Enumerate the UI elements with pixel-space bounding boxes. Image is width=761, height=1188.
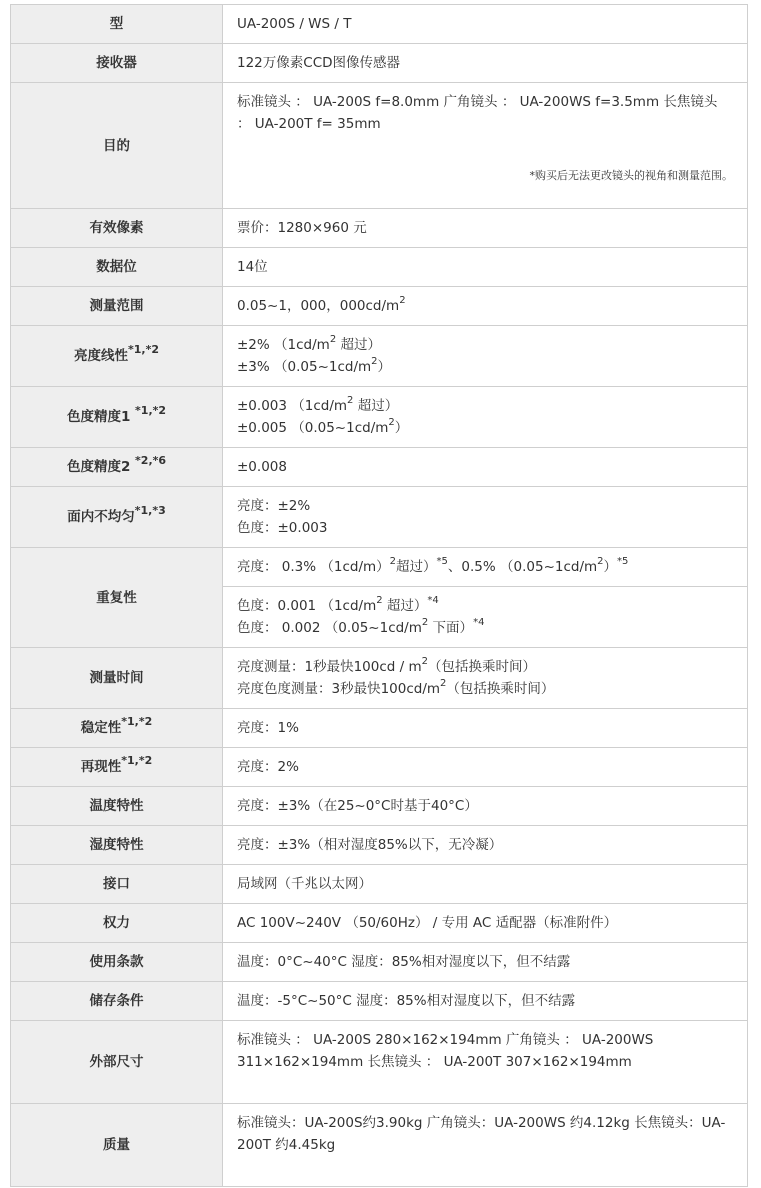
repeat-b2-sup2: *4 [473, 616, 485, 628]
linearity-line2-sup: 2 [371, 355, 378, 367]
label-bits: 数据位 [11, 248, 223, 287]
value-repeat-luminance [223, 548, 748, 587]
chroma2-label-text: 色度精度2 [66, 459, 136, 475]
repeat-a-1: 亮度： 0.3% （1cd/m） [237, 559, 390, 575]
value-reproducibility: 亮度：2% [223, 748, 748, 787]
label-mass: 质量 [11, 1104, 223, 1187]
linearity-line1-b: 超过） [336, 337, 381, 353]
value-mass: 标准镜头：UA-200S约3.90kg 广角镜头：UA-200WS 约4.12kg 长焦镜头：UA-200T 约4.45kg [223, 1104, 748, 1187]
value-conditions: 温度：0°C~40°C 湿度：85%相对湿度以下，但不结露 [223, 943, 748, 982]
spec-table [10, 4, 748, 1187]
row-model [11, 5, 748, 44]
row-dimensions [11, 1021, 748, 1104]
value-power: AC 100V~240V （50/60Hz） / 专用 AC 适配器（标准附件） [223, 904, 748, 943]
repeat-b2-sup1: 2 [421, 616, 429, 628]
label-model: 型 [11, 5, 223, 44]
range-text: 0.05~1，000，000cd/m [237, 298, 400, 314]
row-purpose [11, 83, 748, 209]
chroma1-label-sup: *1,*2 [135, 403, 167, 417]
chroma1-line1 [237, 395, 733, 417]
repeat-b1-1: 色度：0.001 （1cd/m [237, 598, 377, 614]
value-bits: 14位 [223, 248, 748, 287]
value-repeat-chroma [223, 587, 748, 648]
repeat-b-line2 [237, 617, 733, 639]
label-chroma1 [11, 387, 223, 448]
value-interface: 局域网（千兆以太网） [223, 865, 748, 904]
label-humidity: 湿度特性 [11, 826, 223, 865]
repeat-a-4: ） [603, 559, 618, 575]
row-interface [11, 865, 748, 904]
value-purpose [223, 83, 748, 209]
row-range [11, 287, 748, 326]
row-stability [11, 709, 748, 748]
repeat-a-3: 、0.5% （0.05~1cd/m [447, 559, 598, 575]
row-humidity [11, 826, 748, 865]
label-linearity [11, 326, 223, 387]
chroma1-label-text: 色度精度1 [66, 409, 136, 425]
repeat-a-sup2: *5 [436, 555, 448, 567]
chroma2-label-sup: *2,*6 [135, 453, 167, 467]
stability-label-text: 稳定性 [80, 720, 122, 736]
row-mass [11, 1104, 748, 1187]
repeat-a-sup1: 2 [389, 555, 397, 567]
value-temp: 亮度：±3%（在25~0°C时基于40°C） [223, 787, 748, 826]
row-linearity [11, 326, 748, 387]
linearity-line1 [237, 334, 733, 356]
label-conditions: 使用条款 [11, 943, 223, 982]
repeat-a-sup4: *5 [617, 555, 629, 567]
label-chroma2 [11, 448, 223, 487]
label-range: 测量范围 [11, 287, 223, 326]
purpose-note: *购买后无法更改镜头的视角和测量范围。 [529, 169, 733, 182]
stability-label-sup: *1,*2 [121, 714, 153, 728]
repeat-b2-1: 色度： 0.002 （0.05~1cd/m [237, 620, 422, 636]
row-storage [11, 982, 748, 1021]
chroma1-line1-a: ±0.003 （1cd/m [237, 398, 348, 414]
row-reproducibility [11, 748, 748, 787]
repeat-b2-2: 下面） [428, 620, 474, 636]
row-conditions [11, 943, 748, 982]
label-time: 测量时间 [11, 648, 223, 709]
row-receiver [11, 44, 748, 83]
time-line2-a: 亮度色度测量：3秒最快100cd/m [237, 681, 441, 697]
uniformity-label-text: 面内不均匀 [67, 509, 135, 525]
row-temp [11, 787, 748, 826]
linearity-line2-a: ±3% （0.05~1cd/m [237, 359, 372, 375]
label-dimensions: 外部尺寸 [11, 1021, 223, 1104]
value-time [223, 648, 748, 709]
uniformity-line1: 亮度：±2% [237, 498, 311, 514]
row-uniformity [11, 487, 748, 548]
time-line2-sup: 2 [440, 677, 447, 689]
time-line1 [237, 656, 733, 678]
value-linearity [223, 326, 748, 387]
row-chroma2 [11, 448, 748, 487]
linearity-line1-a: ±2% （1cd/m [237, 337, 330, 353]
row-repeat-a [11, 548, 748, 587]
linearity-line2 [237, 356, 733, 378]
time-line1-sup: 2 [421, 655, 429, 667]
row-bits [11, 248, 748, 287]
label-reproducibility [11, 748, 223, 787]
reproducibility-label-sup: *1,*2 [121, 753, 153, 767]
value-uniformity [223, 487, 748, 548]
value-receiver: 122万像素CCD图像传感器 [223, 44, 748, 83]
label-receiver: 接收器 [11, 44, 223, 83]
reproducibility-label-text: 再现性 [80, 759, 122, 775]
repeat-b1-sup1: 2 [376, 594, 383, 606]
label-temp: 温度特性 [11, 787, 223, 826]
chroma1-line2-a: ±0.005 （0.05~1cd/m [237, 420, 389, 436]
chroma1-line2 [237, 417, 733, 439]
label-uniformity [11, 487, 223, 548]
uniformity-label-sup: *1,*3 [134, 503, 166, 517]
linearity-line1-sup: 2 [329, 333, 337, 345]
label-stability [11, 709, 223, 748]
label-interface: 接口 [11, 865, 223, 904]
value-stability: 亮度：1% [223, 709, 748, 748]
label-repeat: 重复性 [11, 548, 223, 648]
linearity-line2-b: ） [377, 359, 392, 375]
range-sup: 2 [399, 294, 406, 306]
chroma1-line1-sup: 2 [347, 394, 354, 406]
row-power [11, 904, 748, 943]
repeat-a-2: 超过） [396, 559, 437, 575]
label-storage: 储存条件 [11, 982, 223, 1021]
value-model: UA-200S / WS / T [223, 5, 748, 44]
value-chroma2: ±0.008 [223, 448, 748, 487]
label-pixels: 有效像素 [11, 209, 223, 248]
value-chroma1 [223, 387, 748, 448]
linearity-label-text: 亮度线性 [74, 348, 128, 364]
label-purpose: 目的 [11, 83, 223, 209]
time-line2 [237, 678, 733, 700]
row-time [11, 648, 748, 709]
purpose-text: 标准镜头 ： UA-200S f=8.0mm 广角镜头 ： UA-200WS f=3.5mm 长焦镜头 ： UA-200T f= 35mm [237, 94, 718, 132]
value-storage: 温度：-5°C~50°C 湿度：85%相对湿度以下，但不结露 [223, 982, 748, 1021]
uniformity-line2: 色度：±0.003 [237, 520, 328, 536]
repeat-a-sup3: 2 [597, 555, 604, 567]
time-line1-a: 亮度测量：1秒最快100cd / m [237, 659, 422, 675]
chroma1-line1-b: 超过） [353, 398, 399, 414]
row-pixels [11, 209, 748, 248]
value-pixels: 票价：1280×960 元 [223, 209, 748, 248]
label-power: 权力 [11, 904, 223, 943]
time-line2-b: （包括换乘时间） [446, 681, 555, 697]
chroma1-line2-b: ） [394, 420, 409, 436]
value-range [223, 287, 748, 326]
chroma1-line2-sup: 2 [388, 416, 395, 428]
value-humidity: 亮度：±3%（相对湿度85%以下，无冷凝） [223, 826, 748, 865]
row-chroma1 [11, 387, 748, 448]
time-line1-b: （包括换乘时间） [428, 659, 537, 675]
repeat-b1-2: 超过） [382, 598, 428, 614]
value-dimensions: 标准镜头 ： UA-200S 280×162×194mm 广角镜头 ： UA-200WS 311×162×194mm 长焦镜头 ： UA-200T 307×162×194mm [223, 1021, 748, 1104]
linearity-label-sup: *1,*2 [128, 342, 159, 356]
repeat-b1-sup2: *4 [427, 594, 439, 606]
repeat-b-line1 [237, 595, 733, 617]
